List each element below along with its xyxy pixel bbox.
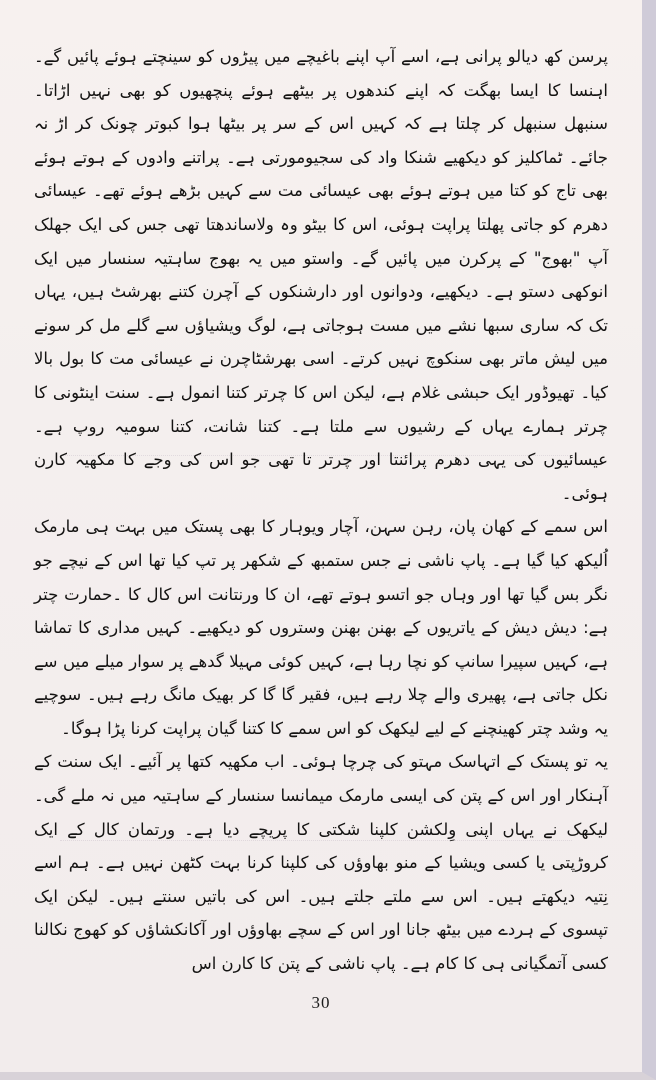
paragraph: اس سمے کے کھان پان، رہن سہن، آچار ویوہار کا بھی پستک میں بہت ہی مارمک اُلیکھ کیا گیا ہے۔ پاپ ناشی نے جس ستمبھ کے شکھر پر تپ کیا تھا اس کے نیچے جو نگر بس گیا تھا اور وہاں جو اتسو ہوتے تھے، ان کا ورنتانت اس کال کا ۔حمارت چتر ہے: دیش دیش کے یاتریوں کے بھنن بھنن وستروں کو دیکھیے۔ کہیں مداری کا تماشا ہے، کہیں سپیرا سانپ کو نچا رہا ہے، کہیں کوئی مہیلا گدھے پر سوار میلے میں سے نکل جاتی ہے، پھیری والے چلا رہے ہیں، فقیر گا گا کر بھیک مانگ رہے ہیں۔ سوچیے یہ وشد چتر کھینچنے کے لیے لیکھک کو اس سمے کا کتنا گیان پراپت کرنا پڑا ہوگا۔	[34, 517, 608, 738]
paragraph: یہ تو پستک کے اتہاسک مہتو کی چرچا ہوئی۔ اب مکھیہ کتھا پر آئیے۔ ایک سنت کے آہنکار اور اس کے پتن کی ایسی مارمک میمانسا سنسار کے ساہتیہ میں نہ ملے گی۔ لیکھک نے یہاں اپنی وِلکشن کلپنا شکتی کا پریچے دیا ہے۔ ورتمان کال کے ایک کروڑپتی یا کسی ویشیا کے منو بھاوؤں کی کلپنا کرنا بہت کٹھن نہیں ہے۔ ہم اسے نِتیہ دیکھتے ہیں۔ اس سے ملتے جلتے ہیں۔ اس کی باتیں سنتے ہیں۔ لیکن ایک تپسوی کے ہردے میں بیٹھ جانا اور اس کے سچے بھاوؤں اور آکانکشاؤں کو کھوج نکالنا کسی آتمگیانی ہی کا کام ہے۔ پاپ ناشی کے پتن کا کارن اس	[34, 752, 608, 974]
body-text	[34, 40, 608, 981]
paragraph: پرسن کھ دیالو پرانی ہے، اسے آپ اپنے باغیچے میں پیڑوں کو سینچتے ہوئے پائیں گے۔ اہنسا کا ایسا بھگت کہ اپنے کندھوں پر بیٹھے ہوئے پنچھیوں کو بھی نہیں اڑاتا۔ سنبھل سنبھل کر چلتا ہے کہ کہیں اس کے سر پر بیٹھا ہوا کبوتر چونک کر اڑ نہ جائے۔ ٹماکلیز کو دیکھیے شنکا واد کی سجیومورتی ہے۔ پراتنے وادوں کے ہوتے ہوئے بھی تاج کو کتا میں ہوتے ہوئے بھی عیسائی مت سے کہیں بڑھے ہوئے تھے۔ عیسائی دھرم کو جاتی پھلتا پراپت ہوئی، اس کا بیٹو وہ ولاساندھتا تھی جس کی ایک جھلک آپ "بھوج" کے پرکرن میں پائیں گے۔ واستو میں یہ بھوج ساہتیہ سنسار میں ایک انوکھی دستو ہے۔ دیکھیے، ودوانوں اور دارشنکوں کے آچرن کتنے بھرشٹ ہیں، یہاں تک کہ ساری سبھا نشے میں مست ہوجاتی ہے، لوگ ویشیاؤں سے گلے مل کر سونے میں لیش ماتر بھی سنکوچ نہیں کرتے۔ اسی بھرشٹاچرن نے عیسائی مت کا بول بالا کیا۔ تھیوڈور ایک حبشی غلام ہے، لیکن اس کا چرتر کتنا انمول ہے۔ سنت اینٹونی کا چرتر ہمارے یہاں کے رشیوں سے ملتا ہے۔ کتنا شانت، کتنا سومیہ روپ ہے۔ عیسائیوں کی یہی دھرم پرائنتا اور چرتر تا تھی جو اس کی وجے کا مکھیہ کارن ہوئی۔	[34, 47, 608, 503]
page-number: 30	[311, 993, 331, 1012]
